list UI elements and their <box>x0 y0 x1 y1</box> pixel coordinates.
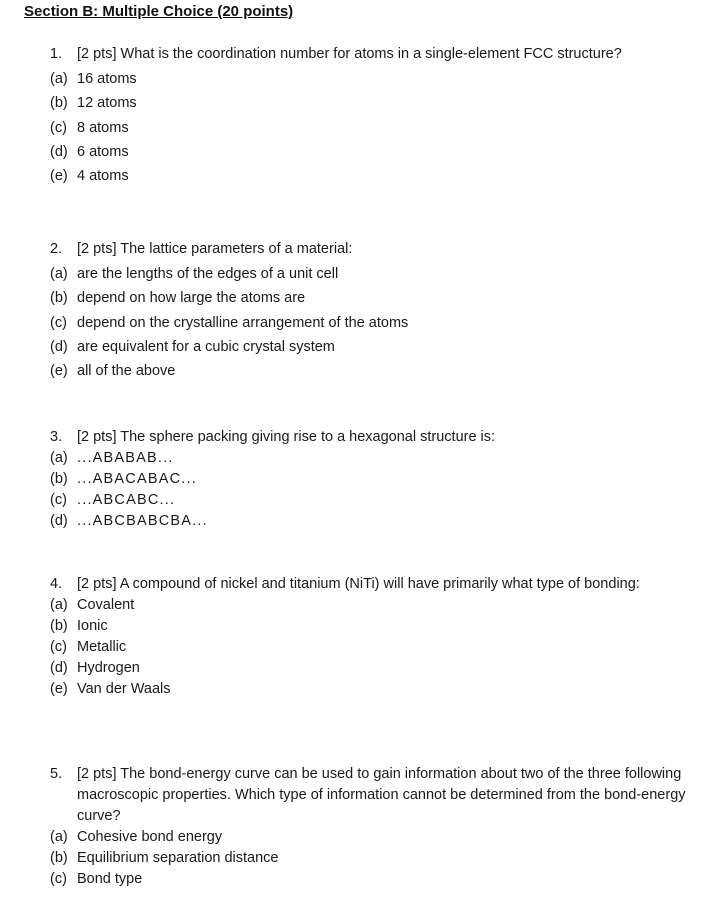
option-text: ...ABABAB... <box>77 450 174 466</box>
option-text: Ionic <box>77 618 108 634</box>
option-text: ...ABCBABCBA... <box>77 513 208 529</box>
option-text: ...ABCABC... <box>77 492 176 508</box>
option-text: Bond type <box>77 871 143 887</box>
question-text: [2 pts] The bond-energy curve can be used to gain information about two of the three following macroscopic properties. Which type of information cannot be determined from the bond-energy curve? <box>77 766 686 824</box>
option-letter: (a) <box>50 597 68 613</box>
option-text: 16 atoms <box>77 71 137 87</box>
option-text: Equilibrium separation distance <box>77 850 279 866</box>
option-2a <box>50 262 690 286</box>
option-text: are the lengths of the edges of a unit cell <box>77 266 339 282</box>
option-letter: (a) <box>50 450 68 466</box>
option-letter: (b) <box>50 290 68 307</box>
option-letter: (c) <box>50 314 67 331</box>
option-text: 6 atoms <box>77 143 129 160</box>
question-text: [2 pts] A compound of nickel and titanium (NiTi) will have primarily what type of bonding: <box>77 576 640 592</box>
option-4d <box>50 658 690 679</box>
option-letter: (d) <box>50 513 68 529</box>
question-text: [2 pts] The sphere packing giving rise to a hexagonal structure is: <box>77 429 496 445</box>
option-text: Hydrogen <box>77 660 140 676</box>
option-3b <box>50 469 690 490</box>
option-1a <box>50 67 690 91</box>
question-1 <box>50 43 690 188</box>
option-text: Van der Waals <box>77 681 171 697</box>
option-letter: (c) <box>50 871 67 887</box>
question-4-stem <box>50 574 690 595</box>
option-text: 8 atoms <box>77 119 129 136</box>
question-2 <box>50 238 690 383</box>
option-letter: (a) <box>50 829 68 845</box>
option-letter: (c) <box>50 639 67 655</box>
option-letter: (b) <box>50 95 68 112</box>
question-number: 5. <box>50 766 63 782</box>
option-4b <box>50 616 690 637</box>
option-letter: (e) <box>50 363 68 380</box>
option-text: Metallic <box>77 639 127 655</box>
option-letter: (a) <box>50 266 68 282</box>
question-3-stem <box>50 427 690 448</box>
option-5c <box>50 869 690 890</box>
option-1d <box>50 140 690 164</box>
option-1c <box>50 116 690 140</box>
question-5 <box>50 764 690 890</box>
question-1-stem <box>50 43 690 65</box>
option-3d <box>50 511 690 532</box>
option-4e <box>50 679 690 700</box>
option-text: 4 atoms <box>77 168 129 185</box>
question-number: 2. <box>50 241 63 257</box>
option-5b <box>50 848 690 869</box>
option-4c <box>50 637 690 658</box>
option-letter: (e) <box>50 681 68 697</box>
option-letter: (d) <box>50 338 68 355</box>
option-letter: (d) <box>50 143 68 160</box>
option-letter: (c) <box>50 492 67 508</box>
option-text: 12 atoms <box>77 95 137 112</box>
question-3 <box>50 427 690 532</box>
option-text: all of the above <box>77 363 176 380</box>
question-number: 3. <box>50 429 63 445</box>
option-letter: (b) <box>50 618 68 634</box>
option-letter: (c) <box>50 119 67 136</box>
question-4 <box>50 574 690 700</box>
option-2c <box>50 311 690 335</box>
option-letter: (b) <box>50 471 68 487</box>
question-5-stem <box>50 764 690 827</box>
option-text: ...ABACABAC... <box>77 471 197 487</box>
option-5a <box>50 827 690 848</box>
option-text: depend on the crystalline arrangement of the atoms <box>77 314 409 331</box>
option-2e <box>50 359 690 383</box>
question-text: [2 pts] The lattice parameters of a material: <box>77 241 353 257</box>
question-text: [2 pts] What is the coordination number for atoms in a single-element FCC structure? <box>77 46 622 62</box>
question-2-stem <box>50 238 690 260</box>
option-letter: (d) <box>50 660 68 676</box>
option-2b <box>50 286 690 310</box>
option-1e <box>50 164 690 188</box>
option-letter: (e) <box>50 168 68 185</box>
option-3a <box>50 448 690 469</box>
option-text: Cohesive bond energy <box>77 829 223 845</box>
option-text: depend on how large the atoms are <box>77 290 306 307</box>
option-4a <box>50 595 690 616</box>
option-letter: (a) <box>50 71 68 87</box>
option-1b <box>50 91 690 115</box>
option-letter: (b) <box>50 850 68 866</box>
option-2d <box>50 335 690 359</box>
option-3c <box>50 490 690 511</box>
option-text: Covalent <box>77 597 135 613</box>
question-number: 1. <box>50 46 63 62</box>
option-text: are equivalent for a cubic crystal system <box>77 338 335 355</box>
question-number: 4. <box>50 576 63 592</box>
section-title: Section B: Multiple Choice (20 points) <box>24 3 294 20</box>
